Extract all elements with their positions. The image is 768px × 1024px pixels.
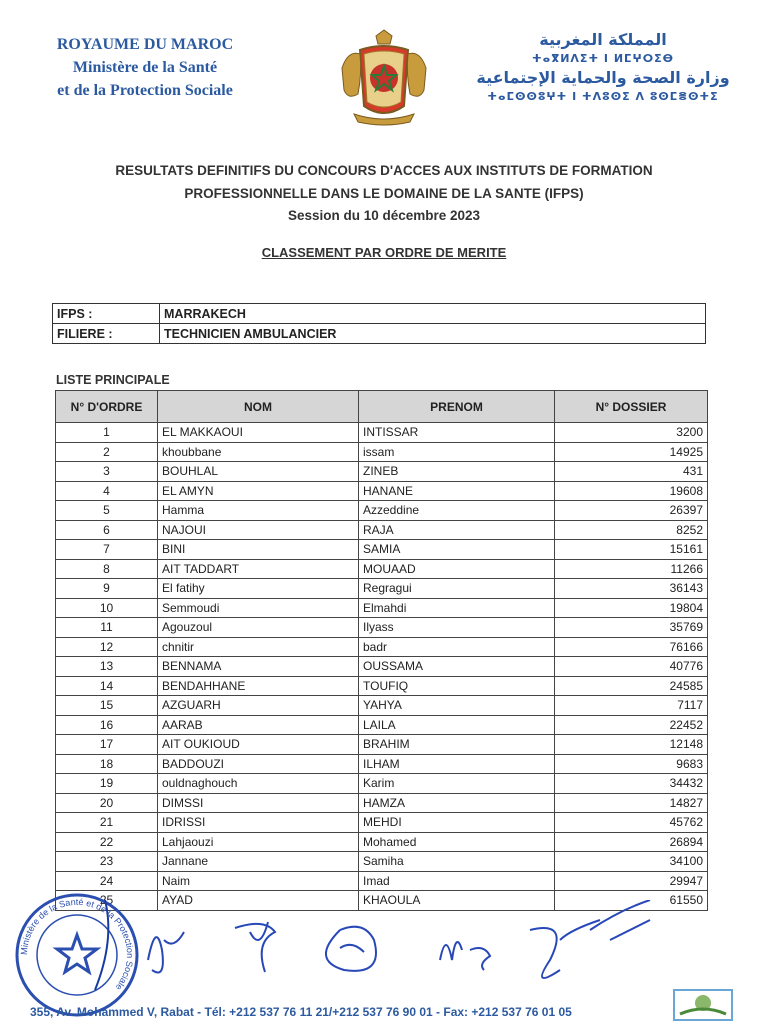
- cell-order: 16: [56, 715, 158, 735]
- cell-prenom: Mohamed: [359, 832, 555, 852]
- cell-order: 19: [56, 774, 158, 794]
- col-header-order: N° D'ORDRE: [56, 391, 158, 423]
- cell-nom: chnitir: [158, 637, 359, 657]
- cell-prenom: OUSSAMA: [359, 657, 555, 677]
- cell-nom: Naim: [158, 871, 359, 891]
- cell-dossier: 26894: [555, 832, 708, 852]
- table-row: [56, 832, 708, 852]
- cell-prenom: issam: [359, 442, 555, 462]
- cell-nom: Semmoudi: [158, 598, 359, 618]
- cell-order: 7: [56, 540, 158, 560]
- cell-dossier: 8252: [555, 520, 708, 540]
- header-left-line-3: et de la Protection Sociale: [57, 82, 233, 99]
- cell-prenom: Regragui: [359, 579, 555, 599]
- cell-prenom: Imad: [359, 871, 555, 891]
- cell-dossier: 34432: [555, 774, 708, 794]
- cell-nom: AIT TADDART: [158, 559, 359, 579]
- header-tifinagh-ministry: ⵜⴰⵎⵙⵙⵓⵖⵜ ⵏ ⵜⴷⵓⵙⵉ ⴷ ⵓⵙⵎⴻⵙⵜⵉ: [487, 90, 719, 103]
- cell-dossier: 12148: [555, 735, 708, 755]
- cell-nom: AYAD: [158, 891, 359, 911]
- footer-address: 355, Av. Mohammed V, Rabat - Tél: +212 537 76 11 21/+212 537 76 90 01 - Fax: +212 537 76 01 05: [30, 1005, 572, 1019]
- stamp-text: Ministère de la Santé et de la Protection Sociale: [18, 896, 136, 993]
- cell-prenom: RAJA: [359, 520, 555, 540]
- cell-dossier: 19804: [555, 598, 708, 618]
- ifps-label: IFPS :: [53, 304, 160, 324]
- table-row: [56, 618, 708, 638]
- cell-dossier: 3200: [555, 423, 708, 443]
- cell-prenom: KHAOULA: [359, 891, 555, 911]
- cell-prenom: HAMZA: [359, 793, 555, 813]
- cell-order: 20: [56, 793, 158, 813]
- cell-nom: BOUHLAL: [158, 462, 359, 482]
- signatures: [140, 900, 700, 990]
- cell-nom: Hamma: [158, 501, 359, 521]
- cell-nom: BENDAHHANE: [158, 676, 359, 696]
- cell-prenom: Ilyass: [359, 618, 555, 638]
- info-row-filiere: [53, 324, 706, 344]
- official-stamp: [10, 890, 145, 1020]
- header-arabic-ministry: وزارة الصحة والحماية الإجتماعية: [476, 68, 730, 87]
- cell-order: 3: [56, 462, 158, 482]
- title-line-2: PROFESSIONNELLE DANS LE DOMAINE DE LA SANTE (IFPS): [184, 186, 584, 201]
- cell-order: 2: [56, 442, 158, 462]
- table-row: [56, 871, 708, 891]
- table-row: [56, 501, 708, 521]
- cell-nom: NAJOUI: [158, 520, 359, 540]
- cell-nom: Agouzoul: [158, 618, 359, 638]
- cell-nom: AZGUARH: [158, 696, 359, 716]
- cell-nom: ouldnaghouch: [158, 774, 359, 794]
- cell-prenom: ILHAM: [359, 754, 555, 774]
- filiere-label: FILIERE :: [53, 324, 160, 344]
- cell-prenom: MEHDI: [359, 813, 555, 833]
- cell-order: 1: [56, 423, 158, 443]
- table-row: [56, 696, 708, 716]
- table-row: [56, 579, 708, 599]
- cell-order: 23: [56, 852, 158, 872]
- cell-dossier: 45762: [555, 813, 708, 833]
- table-header-row: [56, 391, 708, 423]
- cell-prenom: Elmahdi: [359, 598, 555, 618]
- cell-order: 12: [56, 637, 158, 657]
- ranking-subtitle: CLASSEMENT PAR ORDRE DE MERITE: [261, 245, 507, 260]
- cell-nom: El fatihy: [158, 579, 359, 599]
- table-row: [56, 423, 708, 443]
- table-row: [56, 540, 708, 560]
- header-right: [468, 30, 738, 106]
- table-row: [56, 462, 708, 482]
- cell-nom: IDRISSI: [158, 813, 359, 833]
- cell-prenom: ZINEB: [359, 462, 555, 482]
- table-row: [56, 754, 708, 774]
- header-arabic-kingdom: المملكة المغربية: [539, 30, 667, 49]
- cell-prenom: HANANE: [359, 481, 555, 501]
- table-row: [56, 442, 708, 462]
- header-tifinagh-kingdom: ⵜⴰⴳⵍⴷⵉⵜ ⵏ ⵍⵎⵖⵔⵉⴱ: [531, 52, 674, 65]
- cell-dossier: 9683: [555, 754, 708, 774]
- table-row: [56, 559, 708, 579]
- table-row: [56, 657, 708, 677]
- cell-nom: EL AMYN: [158, 481, 359, 501]
- cell-dossier: 11266: [555, 559, 708, 579]
- cell-nom: AIT OUKIOUD: [158, 735, 359, 755]
- header-left: [30, 33, 260, 102]
- table-row: [56, 598, 708, 618]
- cell-order: 11: [56, 618, 158, 638]
- results-table: [55, 390, 708, 911]
- cell-nom: AARAB: [158, 715, 359, 735]
- cell-prenom: TOUFIQ: [359, 676, 555, 696]
- cell-order: 9: [56, 579, 158, 599]
- cell-prenom: LAILA: [359, 715, 555, 735]
- header-left-line-2: Ministère de la Santé: [72, 59, 218, 76]
- title-line-1: RESULTATS DEFINITIFS DU CONCOURS D'ACCES AUX INSTITUTS DE FORMATION: [115, 163, 653, 178]
- cell-order: 5: [56, 501, 158, 521]
- table-row: [56, 852, 708, 872]
- cell-dossier: 61550: [555, 891, 708, 911]
- cell-order: 4: [56, 481, 158, 501]
- cell-nom: DIMSSI: [158, 793, 359, 813]
- cell-dossier: 36143: [555, 579, 708, 599]
- cell-order: 10: [56, 598, 158, 618]
- cell-prenom: badr: [359, 637, 555, 657]
- cell-dossier: 35769: [555, 618, 708, 638]
- cell-dossier: 22452: [555, 715, 708, 735]
- cell-prenom: Karim: [359, 774, 555, 794]
- info-table: [52, 303, 706, 344]
- cell-order: 8: [56, 559, 158, 579]
- cell-nom: Lahjaouzi: [158, 832, 359, 852]
- cell-prenom: SAMIA: [359, 540, 555, 560]
- cell-order: 14: [56, 676, 158, 696]
- cell-dossier: 76166: [555, 637, 708, 657]
- table-row: [56, 735, 708, 755]
- table-row: [56, 774, 708, 794]
- list-title: LISTE PRINCIPALE: [56, 373, 170, 387]
- cell-dossier: 34100: [555, 852, 708, 872]
- cell-prenom: Samiha: [359, 852, 555, 872]
- cell-dossier: 14925: [555, 442, 708, 462]
- cell-prenom: MOUAAD: [359, 559, 555, 579]
- table-row: [56, 715, 708, 735]
- col-header-prenom: PRENOM: [359, 391, 555, 423]
- col-header-dossier: N° DOSSIER: [555, 391, 708, 423]
- cell-dossier: 431: [555, 462, 708, 482]
- cell-order: 21: [56, 813, 158, 833]
- cell-prenom: Azzeddine: [359, 501, 555, 521]
- cell-nom: BADDOUZI: [158, 754, 359, 774]
- cell-order: 24: [56, 871, 158, 891]
- table-row: [56, 520, 708, 540]
- cell-dossier: 15161: [555, 540, 708, 560]
- table-row: [56, 676, 708, 696]
- royal-emblem-icon: [336, 28, 432, 128]
- cell-prenom: YAHYA: [359, 696, 555, 716]
- cell-order: 13: [56, 657, 158, 677]
- cell-dossier: 40776: [555, 657, 708, 677]
- cell-nom: Jannane: [158, 852, 359, 872]
- filiere-value: TECHNICIEN AMBULANCIER: [160, 324, 706, 344]
- cell-order: 25: [56, 891, 158, 911]
- table-body: [56, 423, 708, 911]
- cell-nom: EL MAKKAOUI: [158, 423, 359, 443]
- cell-prenom: BRAHIM: [359, 735, 555, 755]
- cell-order: 6: [56, 520, 158, 540]
- cell-dossier: 26397: [555, 501, 708, 521]
- ifps-value: MARRAKECH: [160, 304, 706, 324]
- cell-order: 22: [56, 832, 158, 852]
- info-row-ifps: [53, 304, 706, 324]
- table-row: [56, 793, 708, 813]
- cell-dossier: 14827: [555, 793, 708, 813]
- header-left-line-1: ROYAUME DU MAROC: [56, 36, 234, 53]
- cell-dossier: 19608: [555, 481, 708, 501]
- cell-nom: BENNAMA: [158, 657, 359, 677]
- cell-order: 18: [56, 754, 158, 774]
- table-row: [56, 481, 708, 501]
- cell-prenom: INTISSAR: [359, 423, 555, 443]
- cell-order: 17: [56, 735, 158, 755]
- ministry-logo-icon: [672, 988, 734, 1022]
- table-row: [56, 637, 708, 657]
- cell-nom: BINI: [158, 540, 359, 560]
- col-header-nom: NOM: [158, 391, 359, 423]
- cell-dossier: 24585: [555, 676, 708, 696]
- session-date: Session du 10 décembre 2023: [287, 208, 481, 223]
- cell-nom: khoubbane: [158, 442, 359, 462]
- cell-dossier: 29947: [555, 871, 708, 891]
- table-row: [56, 813, 708, 833]
- cell-dossier: 7117: [555, 696, 708, 716]
- cell-order: 15: [56, 696, 158, 716]
